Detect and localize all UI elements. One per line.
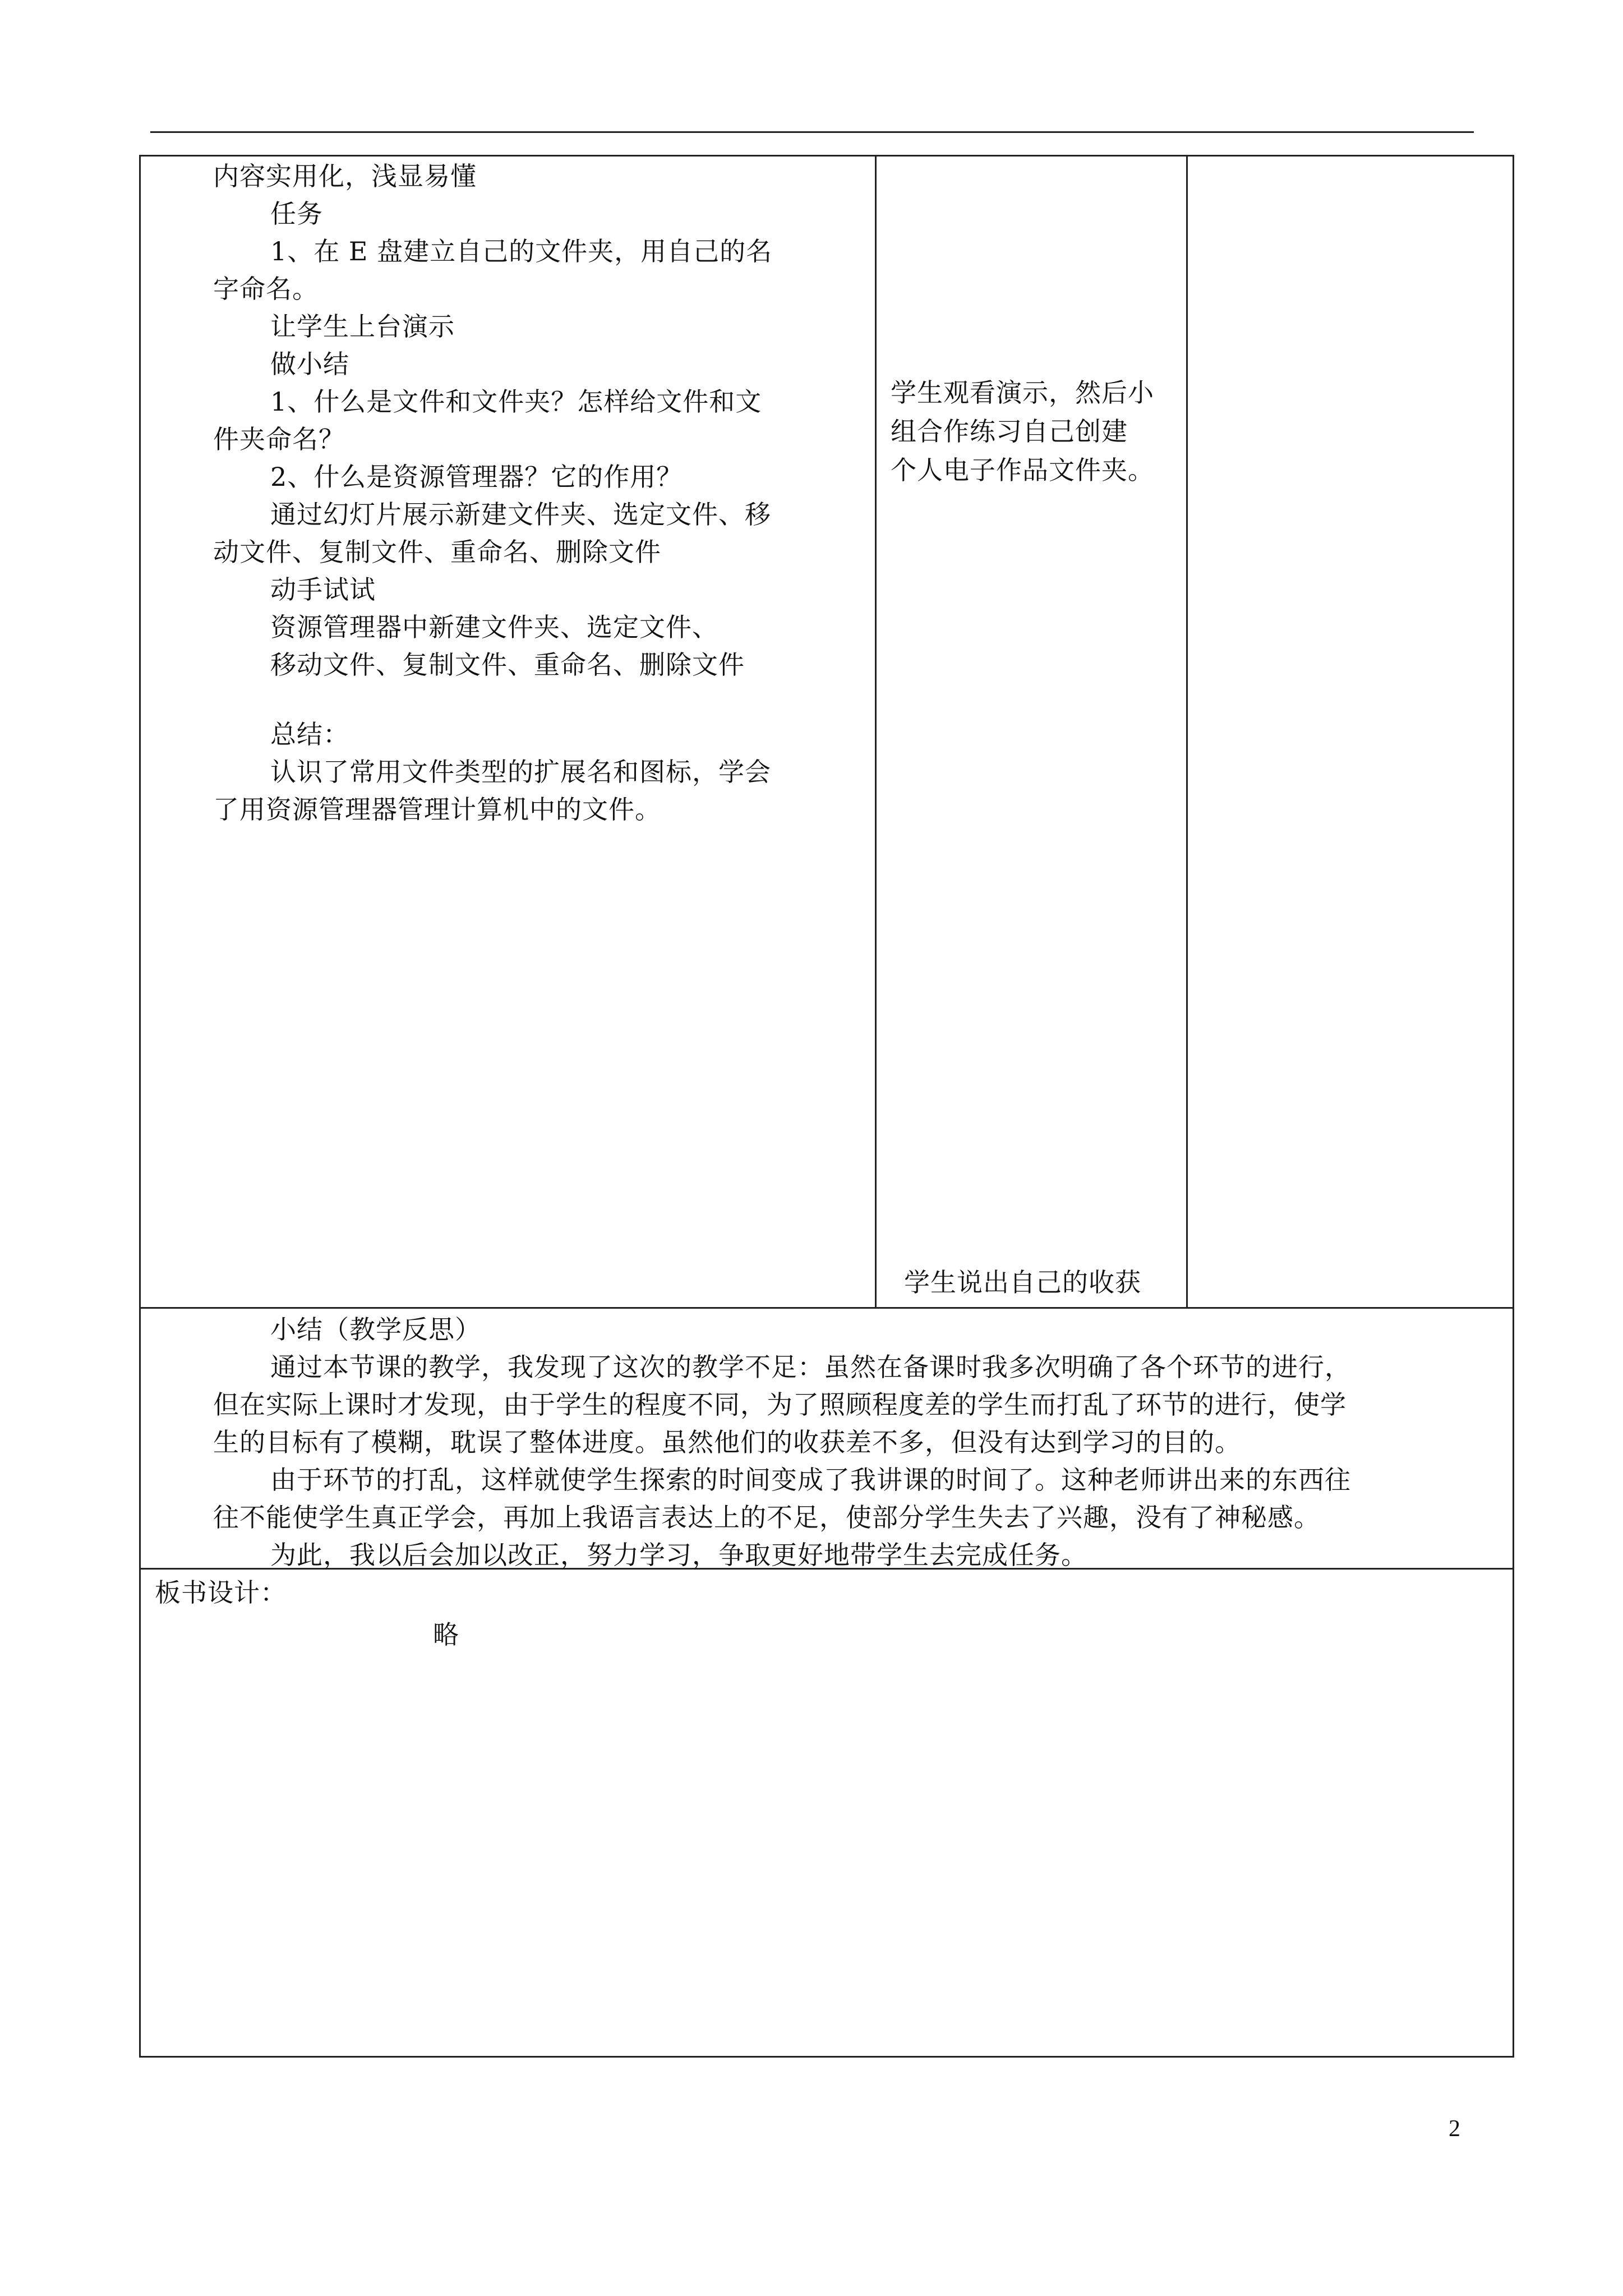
process-line: 任务 <box>270 199 323 229</box>
process-line: 总结： <box>270 719 349 749</box>
student-line: 学生观看演示，然后小 <box>891 378 1154 408</box>
process-line: 做小结 <box>270 349 349 379</box>
process-line: 1、什么是文件和文件夹？怎样给文件和文 <box>270 386 762 417</box>
process-line: 资源管理器中新建文件夹、选定文件、 <box>270 612 718 642</box>
student-line: 组合作练习自己创建 <box>891 416 1128 447</box>
lesson-table <box>139 155 1514 2058</box>
student-harvest: 学生说出自己的收获 <box>904 1267 1141 1297</box>
process-line: 1、在 E 盘建立自己的文件夹，用自己的名 <box>270 236 773 266</box>
process-line: 件夹命名？ <box>213 424 345 454</box>
student-line: 个人电子作品文件夹。 <box>891 455 1154 485</box>
column-divider-2 <box>1186 155 1188 1308</box>
reflection-line: 通过本节课的教学，我发现了这次的教学不足：虽然在备课时我多次明确了各个环节的进行， <box>270 1352 1351 1382</box>
process-line: 动手试试 <box>270 574 376 605</box>
reflection-line: 为此，我以后会加以改正，努力学习，争取更好地带学生去完成任务。 <box>270 1540 1087 1570</box>
process-line: 2、什么是资源管理器？它的作用？ <box>270 462 683 492</box>
process-line: 移动文件、复制文件、重命名、删除文件 <box>270 650 745 680</box>
board-design-content: 略 <box>433 1619 459 1650</box>
board-design-label: 板书设计： <box>155 1577 287 1608</box>
process-line: 字命名。 <box>213 274 319 304</box>
process-line: 认识了常用文件类型的扩展名和图标，学会 <box>270 757 771 787</box>
process-line: 动文件、复制文件、重命名、删除文件 <box>213 537 661 567</box>
reflection-line: 但在实际上课时才发现，由于学生的程度不同，为了照顾程度差的学生而打乱了环节的进行，使学 <box>213 1389 1347 1420</box>
column-divider-1 <box>875 155 877 1308</box>
page-number: 2 <box>1449 2116 1460 2142</box>
reflection-line: 由于环节的打乱，这样就使学生探索的时间变成了我讲课的时间了。这种老师讲出来的东西往 <box>270 1465 1351 1495</box>
header-rule <box>150 131 1474 133</box>
reflection-heading: 小结（教学反思） <box>270 1314 481 1345</box>
row-divider-1 <box>139 1307 1514 1309</box>
process-line: 让学生上台演示 <box>270 311 455 342</box>
process-line: 内容实用化，浅显易懂 <box>213 161 477 191</box>
process-line: 了用资源管理器管理计算机中的文件。 <box>213 794 661 825</box>
reflection-line: 往不能使学生真正学会，再加上我语言表达上的不足，使部分学生失去了兴趣，没有了神秘感。 <box>213 1502 1320 1533</box>
reflection-line: 生的目标有了模糊，耽误了整体进度。虽然他们的收获差不多，但没有达到学习的目的。 <box>213 1427 1241 1457</box>
process-line: 通过幻灯片展示新建文件夹、选定文件、移 <box>270 499 771 530</box>
